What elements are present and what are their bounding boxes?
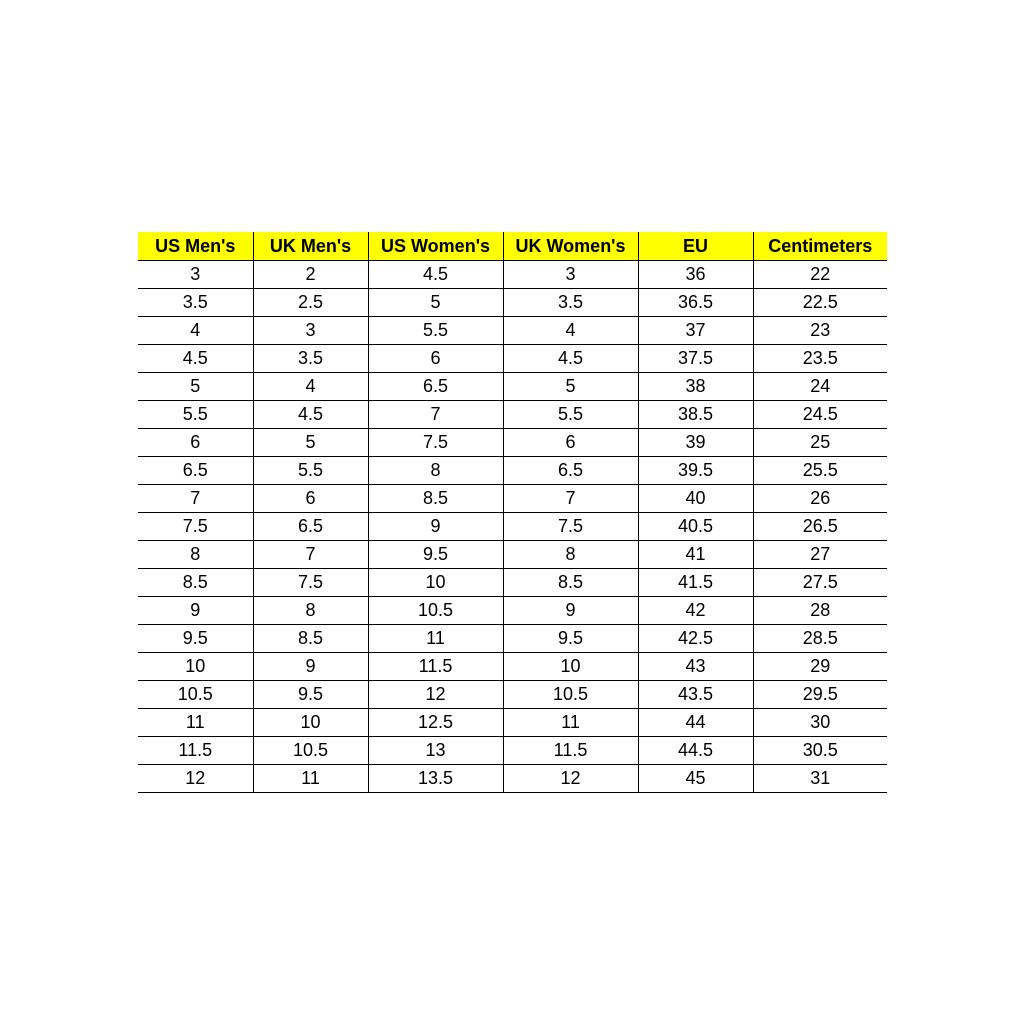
uk-womens-cell: 7 [503, 485, 638, 513]
us-mens-cell: 5.5 [138, 401, 253, 429]
us-mens-cell: 5 [138, 373, 253, 401]
uk-mens-cell: 6 [253, 485, 368, 513]
centimeters-cell: 28.5 [753, 625, 887, 653]
us-womens-cell: 13 [368, 737, 503, 765]
table-row [138, 373, 887, 401]
us-womens-cell: 11.5 [368, 653, 503, 681]
us-mens-cell: 3 [138, 261, 253, 289]
us-mens-cell: 10.5 [138, 681, 253, 709]
uk-womens-cell: 6.5 [503, 457, 638, 485]
column-header-us-mens: US Men's [138, 232, 253, 261]
eu-cell: 40 [638, 485, 753, 513]
shoe-size-conversion-table [138, 232, 887, 793]
table-body [138, 261, 887, 793]
uk-mens-cell: 7.5 [253, 569, 368, 597]
uk-mens-cell: 2.5 [253, 289, 368, 317]
eu-cell: 37.5 [638, 345, 753, 373]
us-mens-cell: 9 [138, 597, 253, 625]
centimeters-cell: 27 [753, 541, 887, 569]
uk-womens-cell: 8 [503, 541, 638, 569]
table-row [138, 289, 887, 317]
table-row [138, 541, 887, 569]
uk-mens-cell: 5.5 [253, 457, 368, 485]
us-mens-cell: 10 [138, 653, 253, 681]
eu-cell: 39 [638, 429, 753, 457]
eu-cell: 43.5 [638, 681, 753, 709]
uk-womens-cell: 10.5 [503, 681, 638, 709]
uk-womens-cell: 8.5 [503, 569, 638, 597]
us-womens-cell: 4.5 [368, 261, 503, 289]
us-womens-cell: 10 [368, 569, 503, 597]
table-row [138, 653, 887, 681]
uk-mens-cell: 10.5 [253, 737, 368, 765]
table-row [138, 485, 887, 513]
uk-mens-cell: 10 [253, 709, 368, 737]
us-mens-cell: 6 [138, 429, 253, 457]
us-womens-cell: 6 [368, 345, 503, 373]
uk-mens-cell: 4.5 [253, 401, 368, 429]
eu-cell: 38.5 [638, 401, 753, 429]
centimeters-cell: 29.5 [753, 681, 887, 709]
centimeters-cell: 26 [753, 485, 887, 513]
us-womens-cell: 9.5 [368, 541, 503, 569]
uk-womens-cell: 4.5 [503, 345, 638, 373]
us-womens-cell: 13.5 [368, 765, 503, 793]
centimeters-cell: 24.5 [753, 401, 887, 429]
centimeters-cell: 30 [753, 709, 887, 737]
centimeters-cell: 22.5 [753, 289, 887, 317]
uk-mens-cell: 7 [253, 541, 368, 569]
us-womens-cell: 12 [368, 681, 503, 709]
uk-mens-cell: 9.5 [253, 681, 368, 709]
centimeters-cell: 23.5 [753, 345, 887, 373]
us-mens-cell: 7 [138, 485, 253, 513]
eu-cell: 38 [638, 373, 753, 401]
us-womens-cell: 9 [368, 513, 503, 541]
centimeters-cell: 28 [753, 597, 887, 625]
eu-cell: 37 [638, 317, 753, 345]
uk-mens-cell: 8 [253, 597, 368, 625]
us-womens-cell: 8 [368, 457, 503, 485]
table-row [138, 737, 887, 765]
us-mens-cell: 4.5 [138, 345, 253, 373]
eu-cell: 40.5 [638, 513, 753, 541]
us-mens-cell: 6.5 [138, 457, 253, 485]
us-womens-cell: 8.5 [368, 485, 503, 513]
eu-cell: 41 [638, 541, 753, 569]
table-row [138, 429, 887, 457]
eu-cell: 42 [638, 597, 753, 625]
table-row [138, 625, 887, 653]
table-row [138, 513, 887, 541]
table-header [138, 232, 887, 261]
uk-mens-cell: 3 [253, 317, 368, 345]
us-mens-cell: 8 [138, 541, 253, 569]
column-header-uk-womens: UK Women's [503, 232, 638, 261]
centimeters-cell: 24 [753, 373, 887, 401]
uk-womens-cell: 5.5 [503, 401, 638, 429]
eu-cell: 44 [638, 709, 753, 737]
uk-womens-cell: 12 [503, 765, 638, 793]
us-mens-cell: 7.5 [138, 513, 253, 541]
uk-womens-cell: 10 [503, 653, 638, 681]
centimeters-cell: 25.5 [753, 457, 887, 485]
uk-mens-cell: 3.5 [253, 345, 368, 373]
table-row [138, 401, 887, 429]
us-womens-cell: 10.5 [368, 597, 503, 625]
uk-womens-cell: 5 [503, 373, 638, 401]
table-row [138, 261, 887, 289]
uk-womens-cell: 11.5 [503, 737, 638, 765]
centimeters-cell: 29 [753, 653, 887, 681]
uk-mens-cell: 4 [253, 373, 368, 401]
us-womens-cell: 12.5 [368, 709, 503, 737]
table-row [138, 597, 887, 625]
us-womens-cell: 6.5 [368, 373, 503, 401]
column-header-us-womens: US Women's [368, 232, 503, 261]
uk-mens-cell: 6.5 [253, 513, 368, 541]
uk-womens-cell: 7.5 [503, 513, 638, 541]
eu-cell: 39.5 [638, 457, 753, 485]
uk-mens-cell: 2 [253, 261, 368, 289]
table-row [138, 457, 887, 485]
us-mens-cell: 11.5 [138, 737, 253, 765]
us-mens-cell: 9.5 [138, 625, 253, 653]
us-womens-cell: 7 [368, 401, 503, 429]
eu-cell: 36.5 [638, 289, 753, 317]
centimeters-cell: 23 [753, 317, 887, 345]
centimeters-cell: 25 [753, 429, 887, 457]
uk-mens-cell: 8.5 [253, 625, 368, 653]
column-header-centimeters: Centimeters [753, 232, 887, 261]
table-row [138, 569, 887, 597]
uk-womens-cell: 3 [503, 261, 638, 289]
table-row [138, 681, 887, 709]
centimeters-cell: 31 [753, 765, 887, 793]
centimeters-cell: 22 [753, 261, 887, 289]
us-womens-cell: 5.5 [368, 317, 503, 345]
header-row [138, 232, 887, 261]
us-mens-cell: 8.5 [138, 569, 253, 597]
centimeters-cell: 30.5 [753, 737, 887, 765]
uk-womens-cell: 9 [503, 597, 638, 625]
uk-womens-cell: 9.5 [503, 625, 638, 653]
eu-cell: 41.5 [638, 569, 753, 597]
us-mens-cell: 4 [138, 317, 253, 345]
us-mens-cell: 11 [138, 709, 253, 737]
uk-womens-cell: 11 [503, 709, 638, 737]
uk-womens-cell: 3.5 [503, 289, 638, 317]
centimeters-cell: 26.5 [753, 513, 887, 541]
table-row [138, 709, 887, 737]
uk-womens-cell: 6 [503, 429, 638, 457]
column-header-uk-mens: UK Men's [253, 232, 368, 261]
eu-cell: 42.5 [638, 625, 753, 653]
uk-mens-cell: 9 [253, 653, 368, 681]
column-header-eu: EU [638, 232, 753, 261]
eu-cell: 45 [638, 765, 753, 793]
us-womens-cell: 7.5 [368, 429, 503, 457]
us-mens-cell: 12 [138, 765, 253, 793]
centimeters-cell: 27.5 [753, 569, 887, 597]
table-row [138, 765, 887, 793]
eu-cell: 43 [638, 653, 753, 681]
us-womens-cell: 5 [368, 289, 503, 317]
uk-mens-cell: 11 [253, 765, 368, 793]
table-row [138, 317, 887, 345]
eu-cell: 44.5 [638, 737, 753, 765]
us-mens-cell: 3.5 [138, 289, 253, 317]
uk-womens-cell: 4 [503, 317, 638, 345]
eu-cell: 36 [638, 261, 753, 289]
table-row [138, 345, 887, 373]
uk-mens-cell: 5 [253, 429, 368, 457]
us-womens-cell: 11 [368, 625, 503, 653]
